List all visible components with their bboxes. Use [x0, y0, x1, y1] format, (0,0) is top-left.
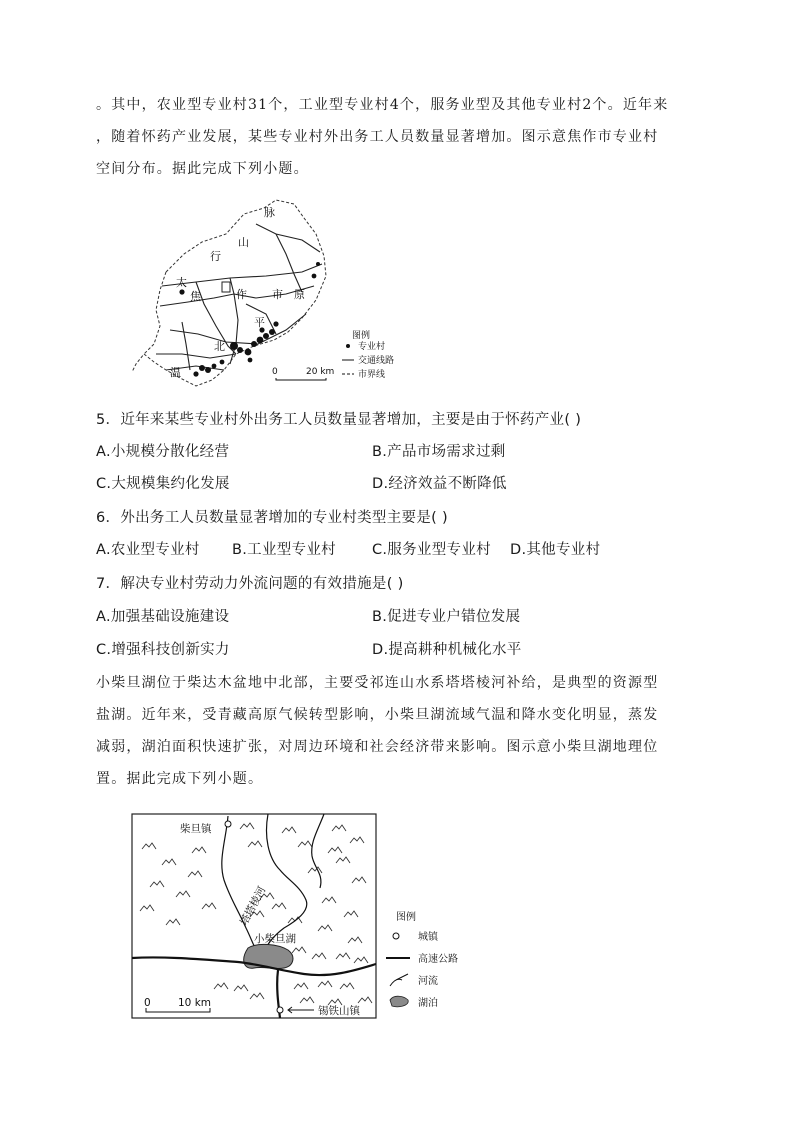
town-legend-symbol	[393, 933, 399, 939]
legend-item: 河流	[418, 976, 438, 987]
q6-option-c[interactable]: C.服务业型专业村	[372, 542, 491, 558]
legend-item: 交通线路	[358, 356, 395, 366]
label-wen: 温	[170, 366, 181, 379]
town-chaidan-marker	[225, 821, 231, 827]
passage-line: 。其中，农业型专业村31个，工业型专业村4个，服务业型及其他专业村2个。近年来	[96, 97, 669, 113]
legend-title: 图例	[396, 912, 416, 923]
q7-option-d[interactable]: D.提高耕种机械化水平	[372, 642, 522, 658]
jiaozuo-map	[126, 194, 426, 390]
label-bei: 北	[214, 340, 225, 353]
question-6-stem: 6．外出务工人员数量显著增加的专业村类型主要是( )	[96, 510, 448, 526]
q5-option-a[interactable]: A.小规模分散化经营	[96, 444, 230, 460]
q5-option-c[interactable]: C.大规模集约化发展	[96, 476, 230, 492]
scale-unit: 20 km	[306, 367, 335, 377]
label-tai: 太	[176, 276, 187, 289]
scale-zero: 0	[144, 997, 151, 1009]
scale-unit: 10 km	[178, 997, 212, 1009]
passage-line: 减弱，湖泊面积快速扩张，对周边环境和社会经济带来影响。图示意小柴旦湖地理位	[96, 739, 659, 755]
river-label: 塔塔棱河	[238, 884, 269, 928]
town-xitieshan-marker	[277, 1007, 283, 1013]
xiaochaidan-map	[128, 810, 488, 1024]
lake-legend-symbol	[390, 996, 408, 1007]
q7-option-a[interactable]: A.加强基础设施建设	[96, 609, 230, 625]
map2-legend	[386, 910, 458, 1009]
scale-bar	[276, 378, 326, 380]
town-xitieshan-label: 锡铁山镇	[318, 1005, 360, 1017]
label-mai: 脉	[264, 206, 275, 219]
question-5-stem: 5．近年来某些专业村外出务工人员数量显著增加，主要是由于怀药产业( )	[96, 412, 582, 428]
legend-item: 高速公路	[418, 954, 458, 965]
q7-option-c[interactable]: C.增强科技创新实力	[96, 642, 230, 658]
passage-line: 置。据此完成下列小题。	[96, 771, 264, 787]
label-shan: 山	[238, 236, 249, 249]
q6-option-d[interactable]: D.其他专业村	[510, 542, 601, 558]
label-zuo: 作	[236, 288, 247, 301]
legend-title: 图例	[352, 331, 371, 341]
passage-line: 盐湖。近年来，受青藏高原气候转型影响，小柴旦湖流域气温和降水变化明显，蒸发	[96, 707, 659, 723]
town-chaidan-label: 柴旦镇	[180, 823, 212, 835]
village-legend-dot	[346, 344, 350, 348]
q5-option-d[interactable]: D.经济效益不断降低	[372, 476, 507, 492]
legend-item: 城镇	[418, 932, 438, 943]
legend-item: 专业村	[358, 342, 386, 352]
question-7-stem: 7．解决专业村劳动力外流问题的有效措施是( )	[96, 576, 404, 592]
label-yuan: 原	[294, 288, 305, 301]
label-ping: 平	[254, 316, 265, 329]
label-jiao: 焦	[190, 290, 201, 303]
label-shi: 市	[272, 288, 283, 301]
passage-line: 小柴旦湖位于柴达木盆地中北部，主要受祁连山水系塔塔棱河补给，是典型的资源型	[96, 675, 659, 691]
city-marker	[222, 282, 230, 292]
label-hang: 行	[210, 250, 221, 263]
q6-option-b[interactable]: B.工业型专业村	[232, 542, 336, 558]
q6-option-a[interactable]: A.农业型专业村	[96, 542, 200, 558]
legend-item: 市界线	[358, 370, 386, 380]
legend-item: 湖泊	[418, 998, 438, 1009]
river-legend-symbol	[390, 974, 408, 986]
map1-legend	[272, 329, 394, 380]
q5-option-b[interactable]: B.产品市场需求过剩	[372, 444, 506, 460]
passage-line: 空间分布。据此完成下列小题。	[96, 161, 309, 177]
city-boundary-west	[144, 272, 166, 354]
scale-zero: 0	[272, 367, 278, 377]
lake-label: 小柴旦湖	[254, 933, 296, 945]
q7-option-b[interactable]: B.促进专业户错位发展	[372, 609, 521, 625]
passage-line: ，随着怀药产业发展，某些专业村外出务工人员数量显著增加。图示意焦作市专业村	[96, 129, 659, 145]
